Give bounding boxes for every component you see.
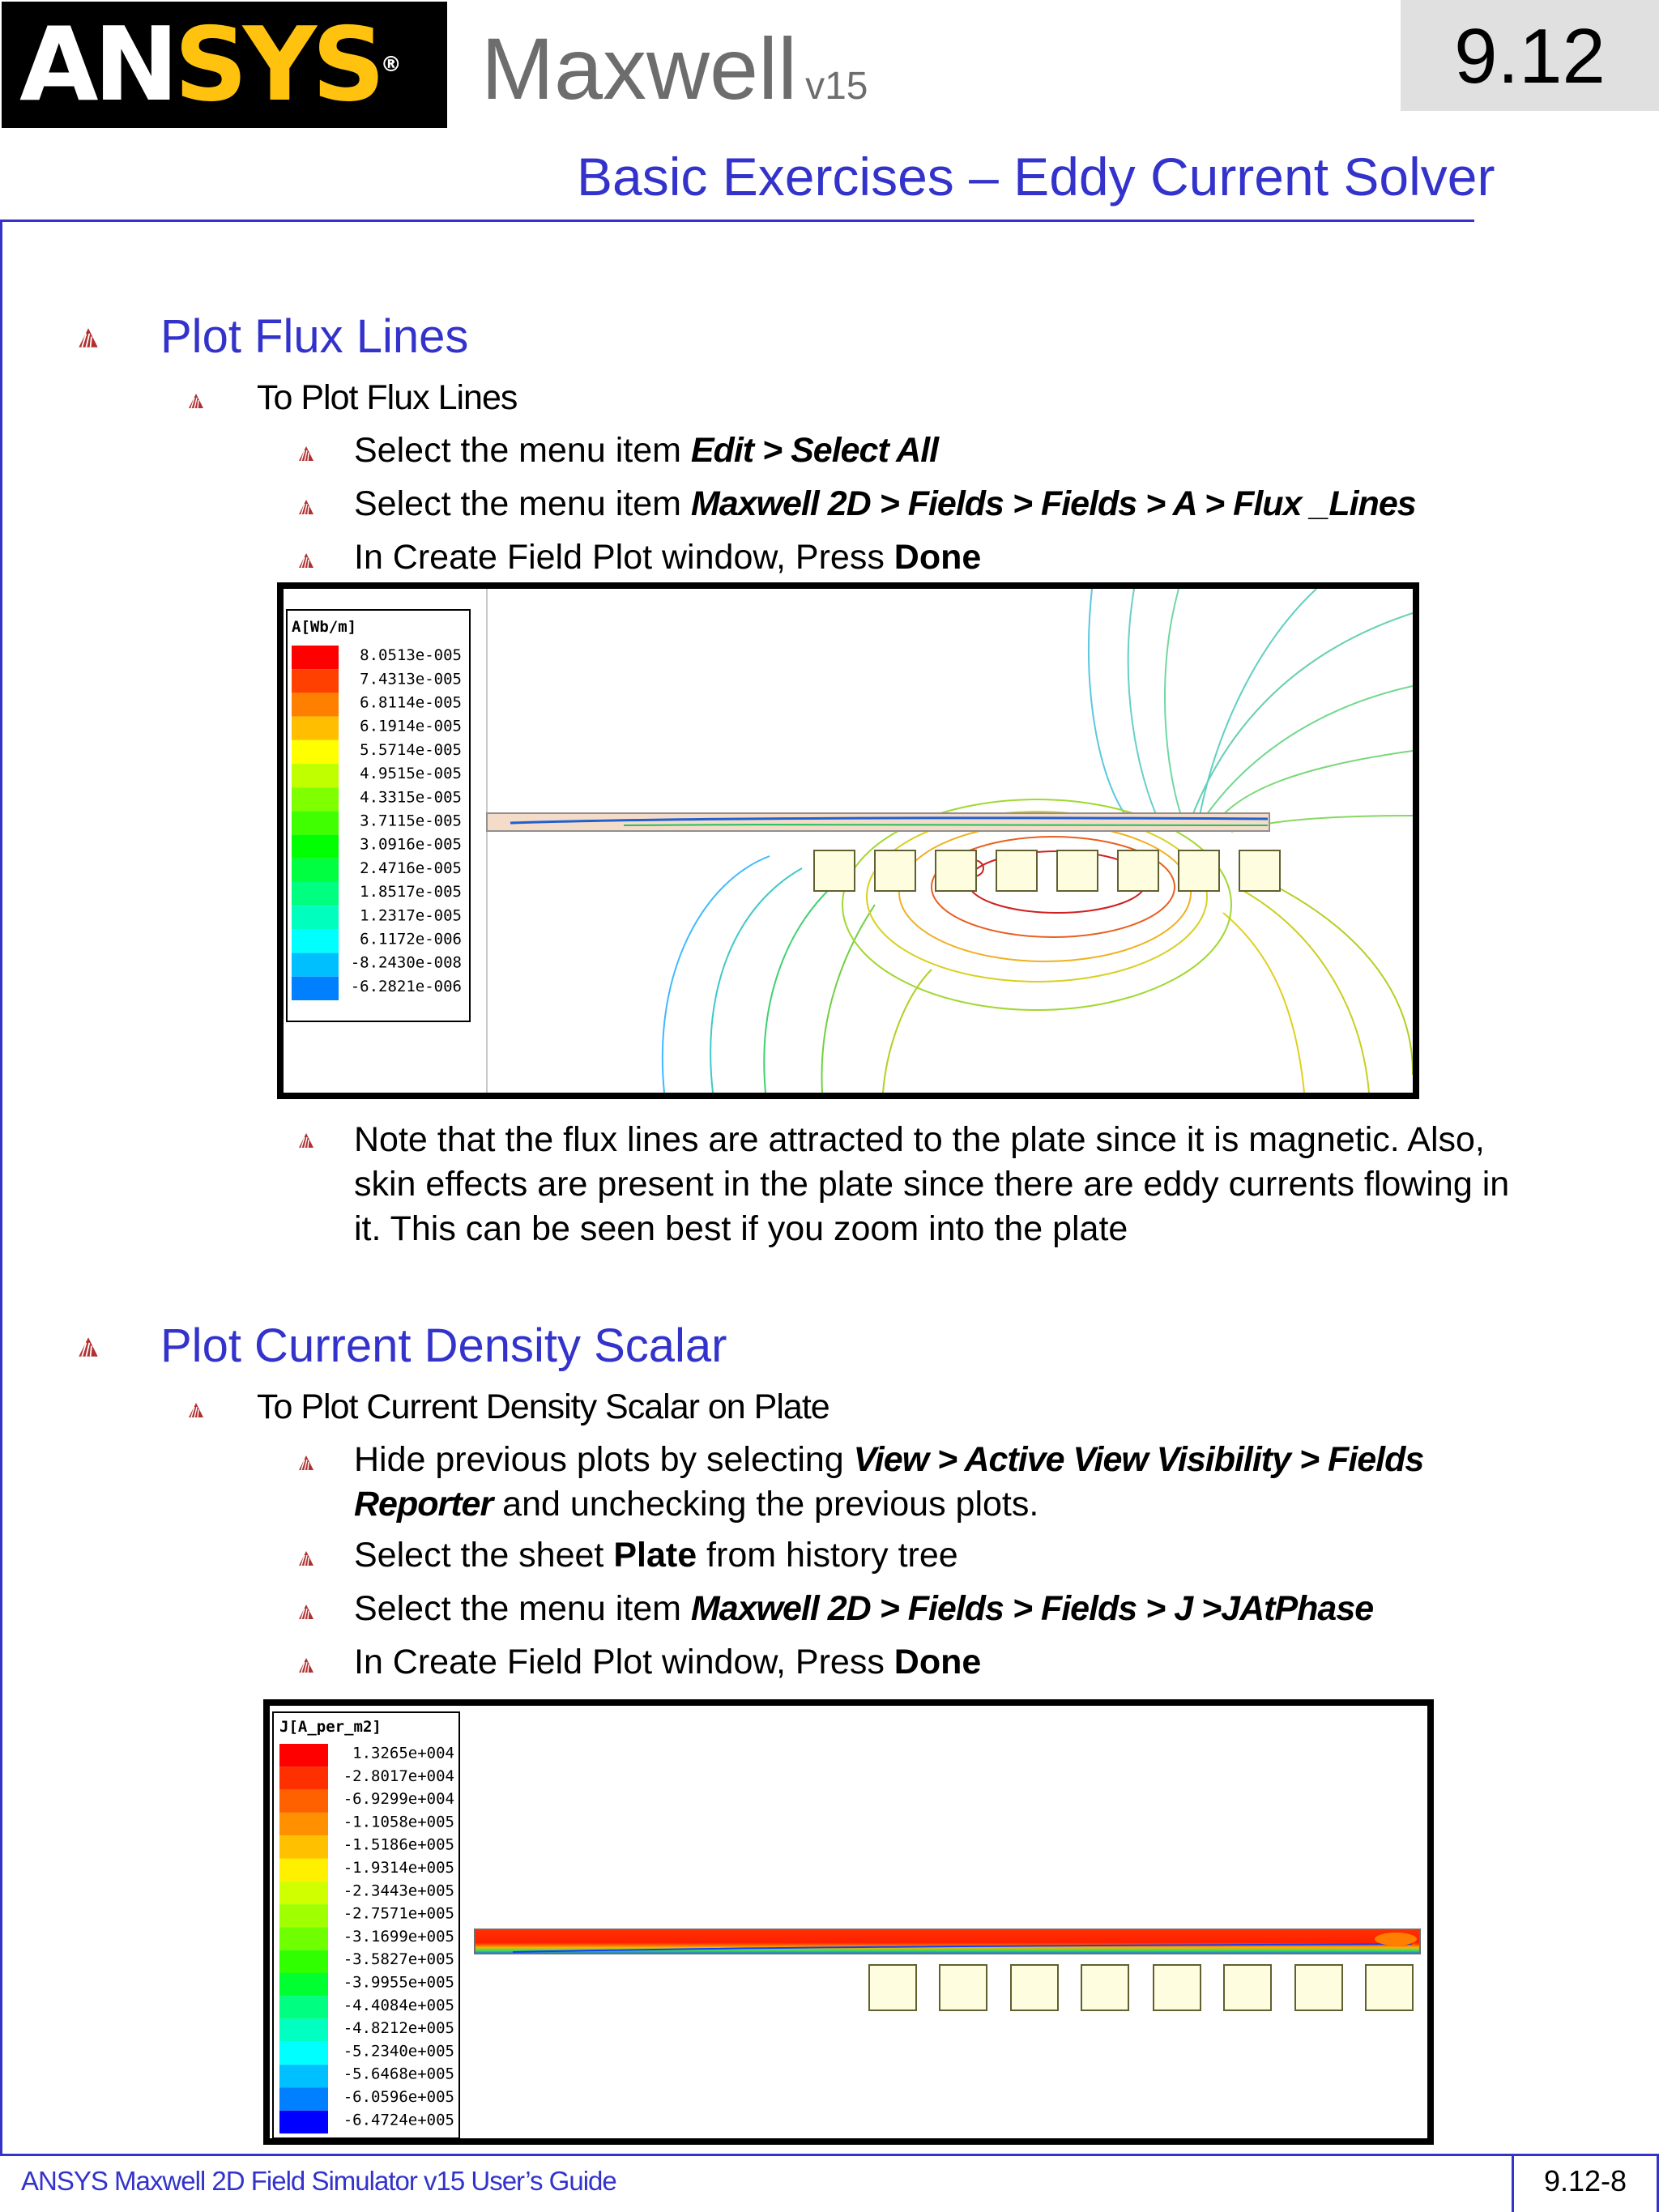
step-text-plain: Select the menu item	[354, 1589, 691, 1628]
header-divider	[0, 219, 1474, 222]
subheading-to-plot-flux-lines: To Plot Flux Lines	[257, 378, 518, 417]
legend-swatch	[279, 1996, 328, 2018]
legend-value: 2.4716e-005	[360, 859, 462, 877]
legend-value: -5.2340e+005	[343, 2042, 454, 2061]
bold-keyword: Done	[893, 1643, 982, 1681]
legend-swatch	[279, 1767, 328, 1789]
legend-value: -5.6468e+005	[343, 2065, 454, 2083]
legend-swatch	[292, 835, 339, 859]
legend-swatch	[292, 929, 339, 953]
legend-swatch	[292, 764, 339, 787]
legend-value: -3.5827e+005	[343, 1950, 454, 1969]
legend-value: 1.3265e+004	[352, 1744, 454, 1762]
legend-value: -3.1699e+005	[343, 1927, 454, 1946]
legend-value: -6.2821e-006	[350, 977, 462, 995]
legend-swatch	[292, 882, 339, 906]
logo-registered-mark: ®	[380, 53, 402, 77]
legend-value: -6.0596e+005	[343, 2088, 454, 2107]
step-text-plain: In Create Field Plot window, Press	[354, 1643, 894, 1681]
legend-swatch	[292, 669, 339, 693]
footer-guide-title: ANSYS Maxwell 2D Field Simulator v15 User’s Guide	[21, 2166, 616, 2196]
legend-value: -3.9955e+005	[343, 1973, 454, 1992]
legend-value: 8.0513e-005	[360, 646, 462, 665]
legend-value: 1.8517e-005	[360, 883, 462, 901]
legend-swatch	[292, 811, 339, 834]
legend-swatch	[292, 740, 339, 764]
legend-value: -6.9299e+004	[343, 1790, 454, 1809]
product-name	[481, 19, 868, 117]
legend-swatch	[279, 1973, 328, 1996]
legend-value: -4.4084e+005	[343, 1996, 454, 2014]
flux-lines-plot	[277, 582, 1419, 1099]
page-number: 9.12-8	[1543, 2164, 1627, 2197]
legend-value: 3.0916e-005	[360, 835, 462, 854]
footer-divider	[0, 2154, 1659, 2156]
legend-swatch	[292, 646, 339, 669]
menu-path: Maxwell 2D > Fields > Fields > A > Flux _Lines	[690, 484, 1416, 523]
legend-swatch	[279, 2088, 328, 2111]
legend-swatch	[279, 1859, 328, 1882]
note-line: Note that the flux lines are attracted to the plate since it is magnetic. Also,	[354, 1120, 1485, 1159]
step-text	[354, 428, 938, 472]
legend-swatch	[292, 859, 339, 882]
legend-swatch	[292, 787, 339, 811]
legend-swatch	[279, 1927, 328, 1950]
legend-swatch	[279, 1950, 328, 1973]
legend-value: -4.8212e+005	[343, 2019, 454, 2038]
note-line: it. This can be seen best if you zoom into the plate	[354, 1209, 1128, 1248]
logo-text-white: AN	[19, 5, 174, 124]
step-text	[354, 1587, 1373, 1630]
product-title: Maxwell	[481, 19, 798, 117]
logo-text-yellow: SYS	[173, 5, 381, 124]
section-title: Basic Exercises – Eddy Current Solver	[577, 147, 1495, 207]
legend-swatch	[279, 1813, 328, 1835]
step-text-plain: Select the sheet	[354, 1536, 614, 1575]
legend-value: -2.7571e+005	[343, 1904, 454, 1923]
legend-title: A[Wb/m]	[292, 618, 357, 636]
step-text	[354, 1533, 958, 1577]
legend-value: 6.1172e-006	[360, 930, 462, 948]
step-text-plain: Select the menu item	[354, 431, 691, 470]
menu-path: Maxwell 2D > Fields > Fields > J >JAtPhase	[690, 1589, 1374, 1628]
bold-keyword: Plate	[613, 1536, 697, 1575]
legend-value: -1.9314e+005	[343, 1859, 454, 1877]
legend-swatch	[279, 2065, 328, 2087]
bullet-icon	[298, 1657, 314, 1673]
step-text-plain: Hide previous plots by selecting	[354, 1440, 854, 1479]
legend-swatch	[292, 906, 339, 929]
current-density-canvas	[270, 1706, 1427, 2138]
bold-keyword: Done	[893, 538, 982, 577]
legend-swatch	[292, 693, 339, 716]
bullet-icon	[298, 1455, 314, 1471]
section-number: 9.12	[1454, 13, 1606, 100]
legend-scale	[292, 646, 462, 1000]
legend-swatch	[279, 2111, 328, 2133]
step-text	[354, 1438, 1423, 1527]
section-heading-flux-lines: Plot Flux Lines	[160, 310, 469, 363]
legend-value: -1.5186e+005	[343, 1835, 454, 1854]
legend-value: -2.3443e+005	[343, 1882, 454, 1900]
legend-value: -2.8017e+004	[343, 1767, 454, 1785]
menu-path: View > Active View Visibility > Fields	[853, 1440, 1424, 1479]
flux-lines-canvas	[284, 589, 1413, 1093]
subheading-current-density: To Plot Current Density Scalar on Plate	[257, 1387, 830, 1426]
legend-title: J[A_per_m2]	[279, 1718, 382, 1736]
bullet-icon	[298, 1604, 314, 1620]
bullet-icon	[78, 327, 99, 348]
legend-swatch	[292, 953, 339, 977]
current-density-plot	[263, 1699, 1434, 2145]
step-text-plain: In Create Field Plot window, Press	[354, 538, 894, 577]
legend-value: -6.4724e+005	[343, 2111, 454, 2129]
bullet-icon	[188, 1402, 204, 1418]
legend-swatch	[279, 1790, 328, 1813]
step-text	[354, 1640, 981, 1684]
legend-value: 5.5714e-005	[360, 740, 462, 759]
menu-path: Reporter	[354, 1485, 493, 1524]
note-paragraph	[354, 1118, 1509, 1251]
legend-value: 7.4313e-005	[360, 670, 462, 688]
legend-value: 1.2317e-005	[360, 906, 462, 925]
legend-swatch	[279, 1835, 328, 1858]
legend-scale	[279, 1744, 454, 2133]
step-text	[354, 482, 1416, 526]
legend-swatch	[279, 1744, 328, 1767]
legend-swatch	[292, 977, 339, 1000]
bullet-icon	[298, 552, 314, 569]
step-text-plain: Select the menu item	[354, 484, 691, 523]
note-line: skin effects are present in the plate since there are eddy currents flowing in	[354, 1165, 1510, 1204]
left-margin-rule	[0, 219, 2, 2155]
ansys-logo	[2, 2, 447, 128]
legend-swatch	[279, 1904, 328, 1927]
product-version: v15	[805, 65, 868, 108]
bullet-icon	[298, 445, 314, 462]
step-text-plain: from history tree	[697, 1536, 958, 1575]
section-heading-current-density: Plot Current Density Scalar	[160, 1319, 727, 1372]
legend-value: 4.3315e-005	[360, 788, 462, 807]
legend-value: 4.9515e-005	[360, 765, 462, 783]
bullet-icon	[298, 499, 314, 515]
legend-value: -1.1058e+005	[343, 1813, 454, 1831]
legend-value: 6.8114e-005	[360, 693, 462, 712]
step-text	[354, 535, 981, 579]
legend-swatch	[279, 1882, 328, 1904]
menu-path: Edit > Select All	[690, 431, 939, 470]
legend-swatch	[292, 717, 339, 740]
bullet-icon	[298, 1132, 314, 1149]
step-text-plain: and unchecking the previous plots.	[493, 1485, 1039, 1524]
legend-value: 6.1914e-005	[360, 717, 462, 735]
legend-value: -8.2430e-008	[350, 953, 462, 972]
legend-swatch	[279, 2042, 328, 2065]
bullet-icon	[188, 393, 204, 409]
bullet-icon	[298, 1550, 314, 1566]
bullet-icon	[78, 1336, 99, 1357]
legend-swatch	[279, 2019, 328, 2042]
legend-value: 3.7115e-005	[360, 812, 462, 830]
